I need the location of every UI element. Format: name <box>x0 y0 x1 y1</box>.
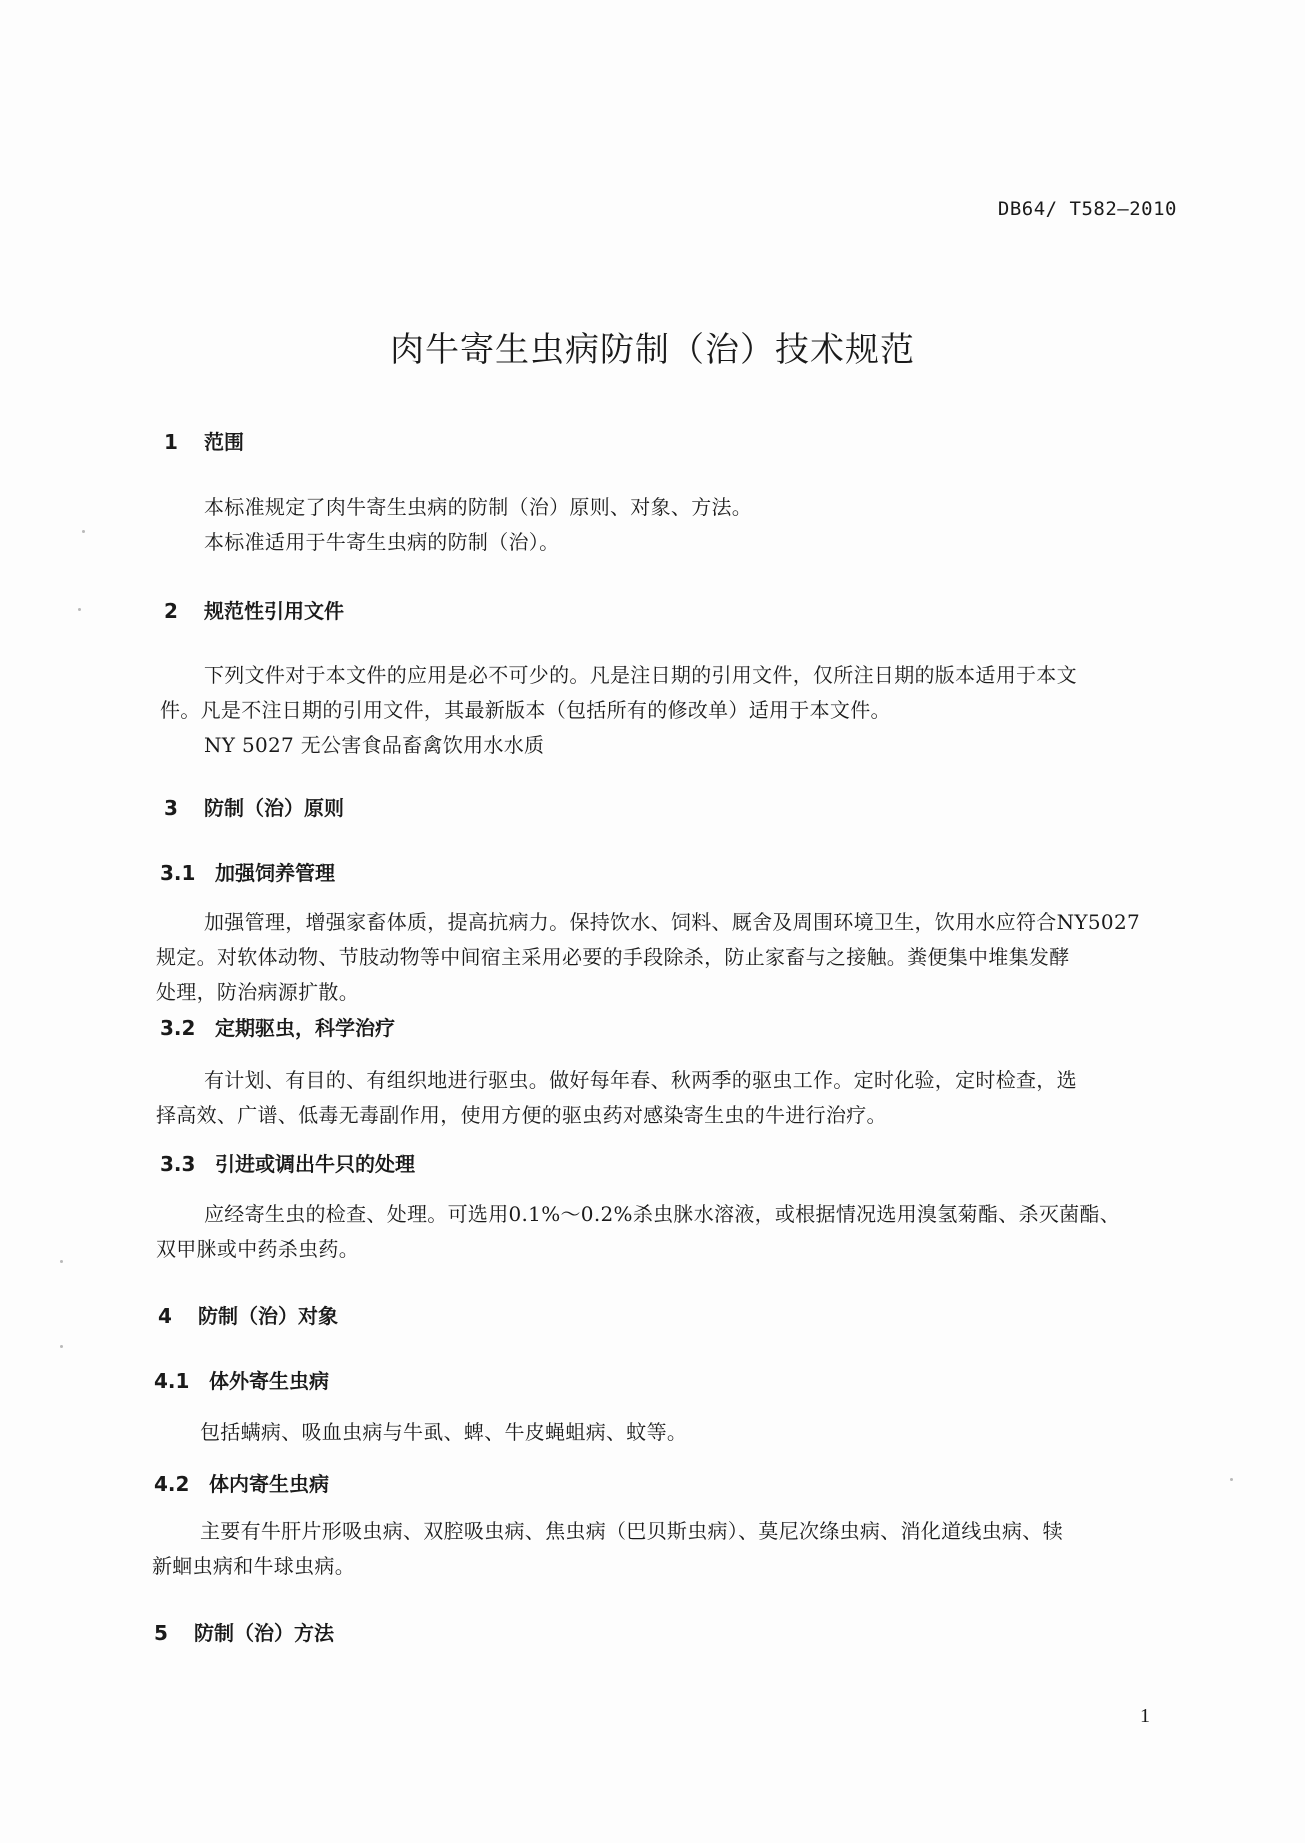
section-title: 防制（治）方法 <box>194 1621 334 1645</box>
section-number: 1 <box>164 430 178 454</box>
section-number: 3.1 <box>160 861 196 885</box>
section-title: 防制（治）原则 <box>204 796 344 820</box>
section-number: 4.1 <box>154 1369 190 1393</box>
paragraph-line: 应经寄生虫的检查、处理。可选用0.1%～0.2%杀虫脒水溶液，或根据情况选用溴氢菊酯、杀灭菌酯、 <box>204 1202 1121 1226</box>
section-number: 5 <box>154 1621 168 1645</box>
section-title: 加强饲养管理 <box>215 861 335 885</box>
paragraph-line: 本标准适用于牛寄生虫病的防制（治）。 <box>204 530 560 554</box>
subsection-4-2-heading <box>154 1468 329 1497</box>
paragraph-line: 下列文件对于本文件的应用是必不可少的。凡是注日期的引用文件，仅所注日期的版本适用于本文 <box>204 663 1077 687</box>
subsection-3-3-body <box>156 1197 1120 1267</box>
section-number: 2 <box>164 599 178 623</box>
section-1-body <box>204 490 752 560</box>
section-1-heading <box>164 426 244 455</box>
paragraph-line: 处理，防治病源扩散。 <box>156 980 359 1004</box>
section-title: 防制（治）对象 <box>198 1304 338 1328</box>
section-2-body <box>160 658 1077 763</box>
subsection-3-2-body <box>156 1063 1077 1133</box>
section-title: 规范性引用文件 <box>204 599 344 623</box>
subsection-4-1-heading <box>154 1365 329 1394</box>
paragraph-line: 本标准规定了肉牛寄生虫病的防制（治）原则、对象、方法。 <box>204 495 753 519</box>
subsection-3-1-body <box>156 905 1140 1010</box>
scan-speck <box>60 1345 63 1348</box>
paragraph-line: 包括螨病、吸血虫病与牛虱、蜱、牛皮蝇蛆病、蚊等。 <box>200 1420 688 1444</box>
paragraph-line: 新蛔虫病和牛球虫病。 <box>152 1554 355 1578</box>
subsection-4-2-body <box>152 1514 1063 1584</box>
document-code: DB64/ T582—2010 <box>997 198 1177 220</box>
subsection-3-3-heading <box>160 1148 415 1177</box>
paragraph-line: 件。凡是不注日期的引用文件，其最新版本（包括所有的修改单）适用于本文件。 <box>160 698 891 722</box>
section-number: 3 <box>164 796 178 820</box>
section-number: 4.2 <box>154 1472 190 1496</box>
scan-speck <box>82 530 85 533</box>
section-title: 引进或调出牛只的处理 <box>215 1152 415 1176</box>
paragraph-line: 主要有牛肝片形吸虫病、双腔吸虫病、焦虫病（巴贝斯虫病）、莫尼次绦虫病、消化道线虫病、犊 <box>200 1519 1063 1543</box>
paragraph-line: 有计划、有目的、有组织地进行驱虫。做好每年春、秋两季的驱虫工作。定时化验，定时检查，选 <box>204 1068 1077 1092</box>
paragraph-line: 加强管理，增强家畜体质，提高抗病力。保持饮水、饲料、厩舍及周围环境卫生，饮用水应符合NY5027 <box>204 910 1141 934</box>
section-title: 体外寄生虫病 <box>209 1369 329 1393</box>
section-5-heading <box>154 1617 334 1646</box>
paragraph-line: 双甲脒或中药杀虫药。 <box>156 1237 359 1261</box>
section-3-heading <box>164 792 344 821</box>
paragraph-line: 择高效、广谱、低毒无毒副作用，使用方便的驱虫药对感染寄生虫的牛进行治疗。 <box>156 1103 887 1127</box>
scan-speck <box>78 608 81 611</box>
section-2-heading <box>164 595 344 624</box>
section-number: 3.3 <box>160 1152 196 1176</box>
section-title: 范围 <box>204 430 244 454</box>
subsection-3-1-heading <box>160 857 335 886</box>
scan-speck <box>1230 1478 1233 1481</box>
section-title: 体内寄生虫病 <box>209 1472 329 1496</box>
subsection-3-2-heading <box>160 1012 395 1041</box>
subsection-4-1-body <box>200 1415 687 1450</box>
page-number: 1 <box>1140 1705 1150 1727</box>
section-title: 定期驱虫，科学治疗 <box>215 1016 395 1040</box>
normative-reference: NY 5027 无公害食品畜禽饮用水水质 <box>204 733 545 757</box>
scan-speck <box>60 1260 63 1263</box>
section-number: 3.2 <box>160 1016 196 1040</box>
section-4-heading <box>158 1300 338 1329</box>
section-number: 4 <box>158 1304 172 1328</box>
document-title: 肉牛寄生虫病防制（治）技术规范 <box>390 330 915 370</box>
paragraph-line: 规定。对软体动物、节肢动物等中间宿主采用必要的手段除杀，防止家畜与之接触。粪便集中堆集发酵 <box>156 945 1070 969</box>
